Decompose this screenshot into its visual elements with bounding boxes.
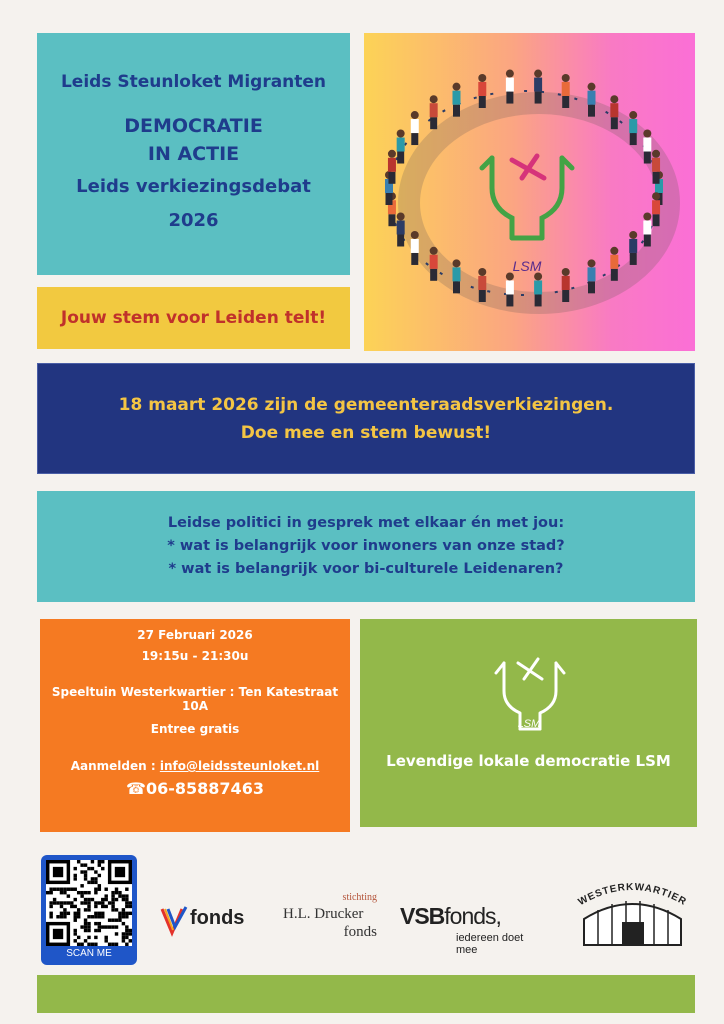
lsm-hands-icon	[482, 156, 572, 238]
person-figure	[430, 247, 438, 281]
debate-line-3: * wat is belangrijk voor bi-culturele Leidenaren?	[168, 561, 564, 577]
slogan-banner	[37, 287, 350, 349]
subtitle-line-2: 2026	[168, 210, 219, 231]
phone-number[interactable]: 06-85887463	[145, 779, 264, 798]
person-figure	[388, 150, 396, 184]
person-figure	[453, 83, 461, 117]
v-logo-icon	[160, 905, 190, 937]
person-figure	[411, 111, 419, 145]
drucker-suffix: fonds	[343, 924, 377, 940]
email-link[interactable]: info@leidssteunloket.nl	[159, 759, 320, 773]
westerkwartier-text: WESTERKWARTIER	[576, 881, 689, 909]
lsm-panel	[360, 619, 697, 827]
subtitle-line-1: Leids verkiezingsdebat	[76, 176, 311, 197]
person-figure	[411, 231, 419, 265]
event-date: 27 Februari 2026	[137, 628, 253, 642]
hero-illustration	[364, 33, 695, 351]
event-info-block	[40, 619, 350, 832]
person-figure	[534, 272, 542, 306]
lsm-caption: Levendige lokale democratie LSM	[386, 752, 671, 770]
election-line-2: Doe mee en stem bewust!	[240, 422, 492, 443]
election-line-1: 18 maart 2026 zijn de gemeenteraadsverkiezingen.	[118, 394, 614, 415]
vsb-fonds-logo	[400, 903, 535, 956]
person-figure	[652, 150, 660, 184]
person-figure	[652, 192, 660, 226]
footer-bar	[37, 975, 695, 1013]
people-circle-icon	[364, 33, 695, 351]
debate-line-2: * wat is belangrijk voor inwoners van onze stad?	[167, 538, 565, 554]
greenhouse-icon	[570, 877, 695, 947]
person-figure	[453, 259, 461, 293]
event-time: 19:15u - 21:30u	[141, 649, 249, 663]
drucker-name: H.L. Drucker	[283, 906, 364, 922]
qr-pattern	[46, 860, 132, 946]
person-figure	[588, 259, 596, 293]
title-line-1: DEMOCRATIE	[124, 115, 263, 137]
qr-code[interactable]	[41, 855, 137, 965]
debate-description	[37, 491, 695, 602]
title-line-2: IN ACTIE	[147, 143, 240, 165]
lsm-hands-outline-icon	[360, 619, 697, 739]
westerkwartier-logo	[570, 877, 695, 947]
person-figure	[506, 272, 514, 306]
person-figure	[506, 70, 514, 104]
drucker-prefix: stichting	[342, 892, 377, 903]
title-block	[37, 33, 350, 275]
qr-code-icon	[46, 860, 132, 946]
event-signup	[40, 759, 350, 773]
election-banner	[37, 363, 695, 474]
person-figure	[397, 130, 405, 164]
event-entrance: Entree gratis	[150, 722, 240, 736]
person-figure	[629, 111, 637, 145]
event-phone	[40, 779, 350, 798]
hero-logo-text: LSM	[512, 258, 542, 274]
person-figure	[430, 95, 438, 129]
organization-name: Leids Steunloket Migranten	[60, 72, 327, 92]
drucker-fonds-logo	[280, 892, 380, 944]
vfonds-logo	[160, 905, 260, 937]
person-figure	[629, 231, 637, 265]
event-location: Speeltuin Westerkwartier : Ten Katestraat 10A	[51, 685, 339, 713]
person-figure	[397, 212, 405, 246]
lsm-panel-logo-text: LSM	[517, 718, 541, 730]
person-figure	[610, 247, 618, 281]
person-figure	[643, 212, 651, 246]
signup-label: Aanmelden :	[70, 759, 156, 773]
person-figure	[610, 95, 618, 129]
vsb-name: VSBfonds,	[400, 903, 501, 929]
vsb-tagline: iedereen doet mee	[456, 932, 524, 956]
vfonds-text: fonds	[190, 907, 245, 929]
person-figure	[562, 74, 570, 108]
person-figure	[562, 268, 570, 302]
person-figure	[643, 130, 651, 164]
debate-line-1: Leidse politici in gesprek met elkaar én met jou:	[167, 515, 565, 531]
qr-label: SCAN ME	[66, 948, 112, 959]
person-figure	[588, 83, 596, 117]
person-figure	[478, 74, 486, 108]
person-figure	[478, 268, 486, 302]
phone-icon: ☎	[126, 779, 146, 798]
slogan-text: Jouw stem voor Leiden telt!	[60, 308, 327, 328]
person-figure	[534, 70, 542, 104]
